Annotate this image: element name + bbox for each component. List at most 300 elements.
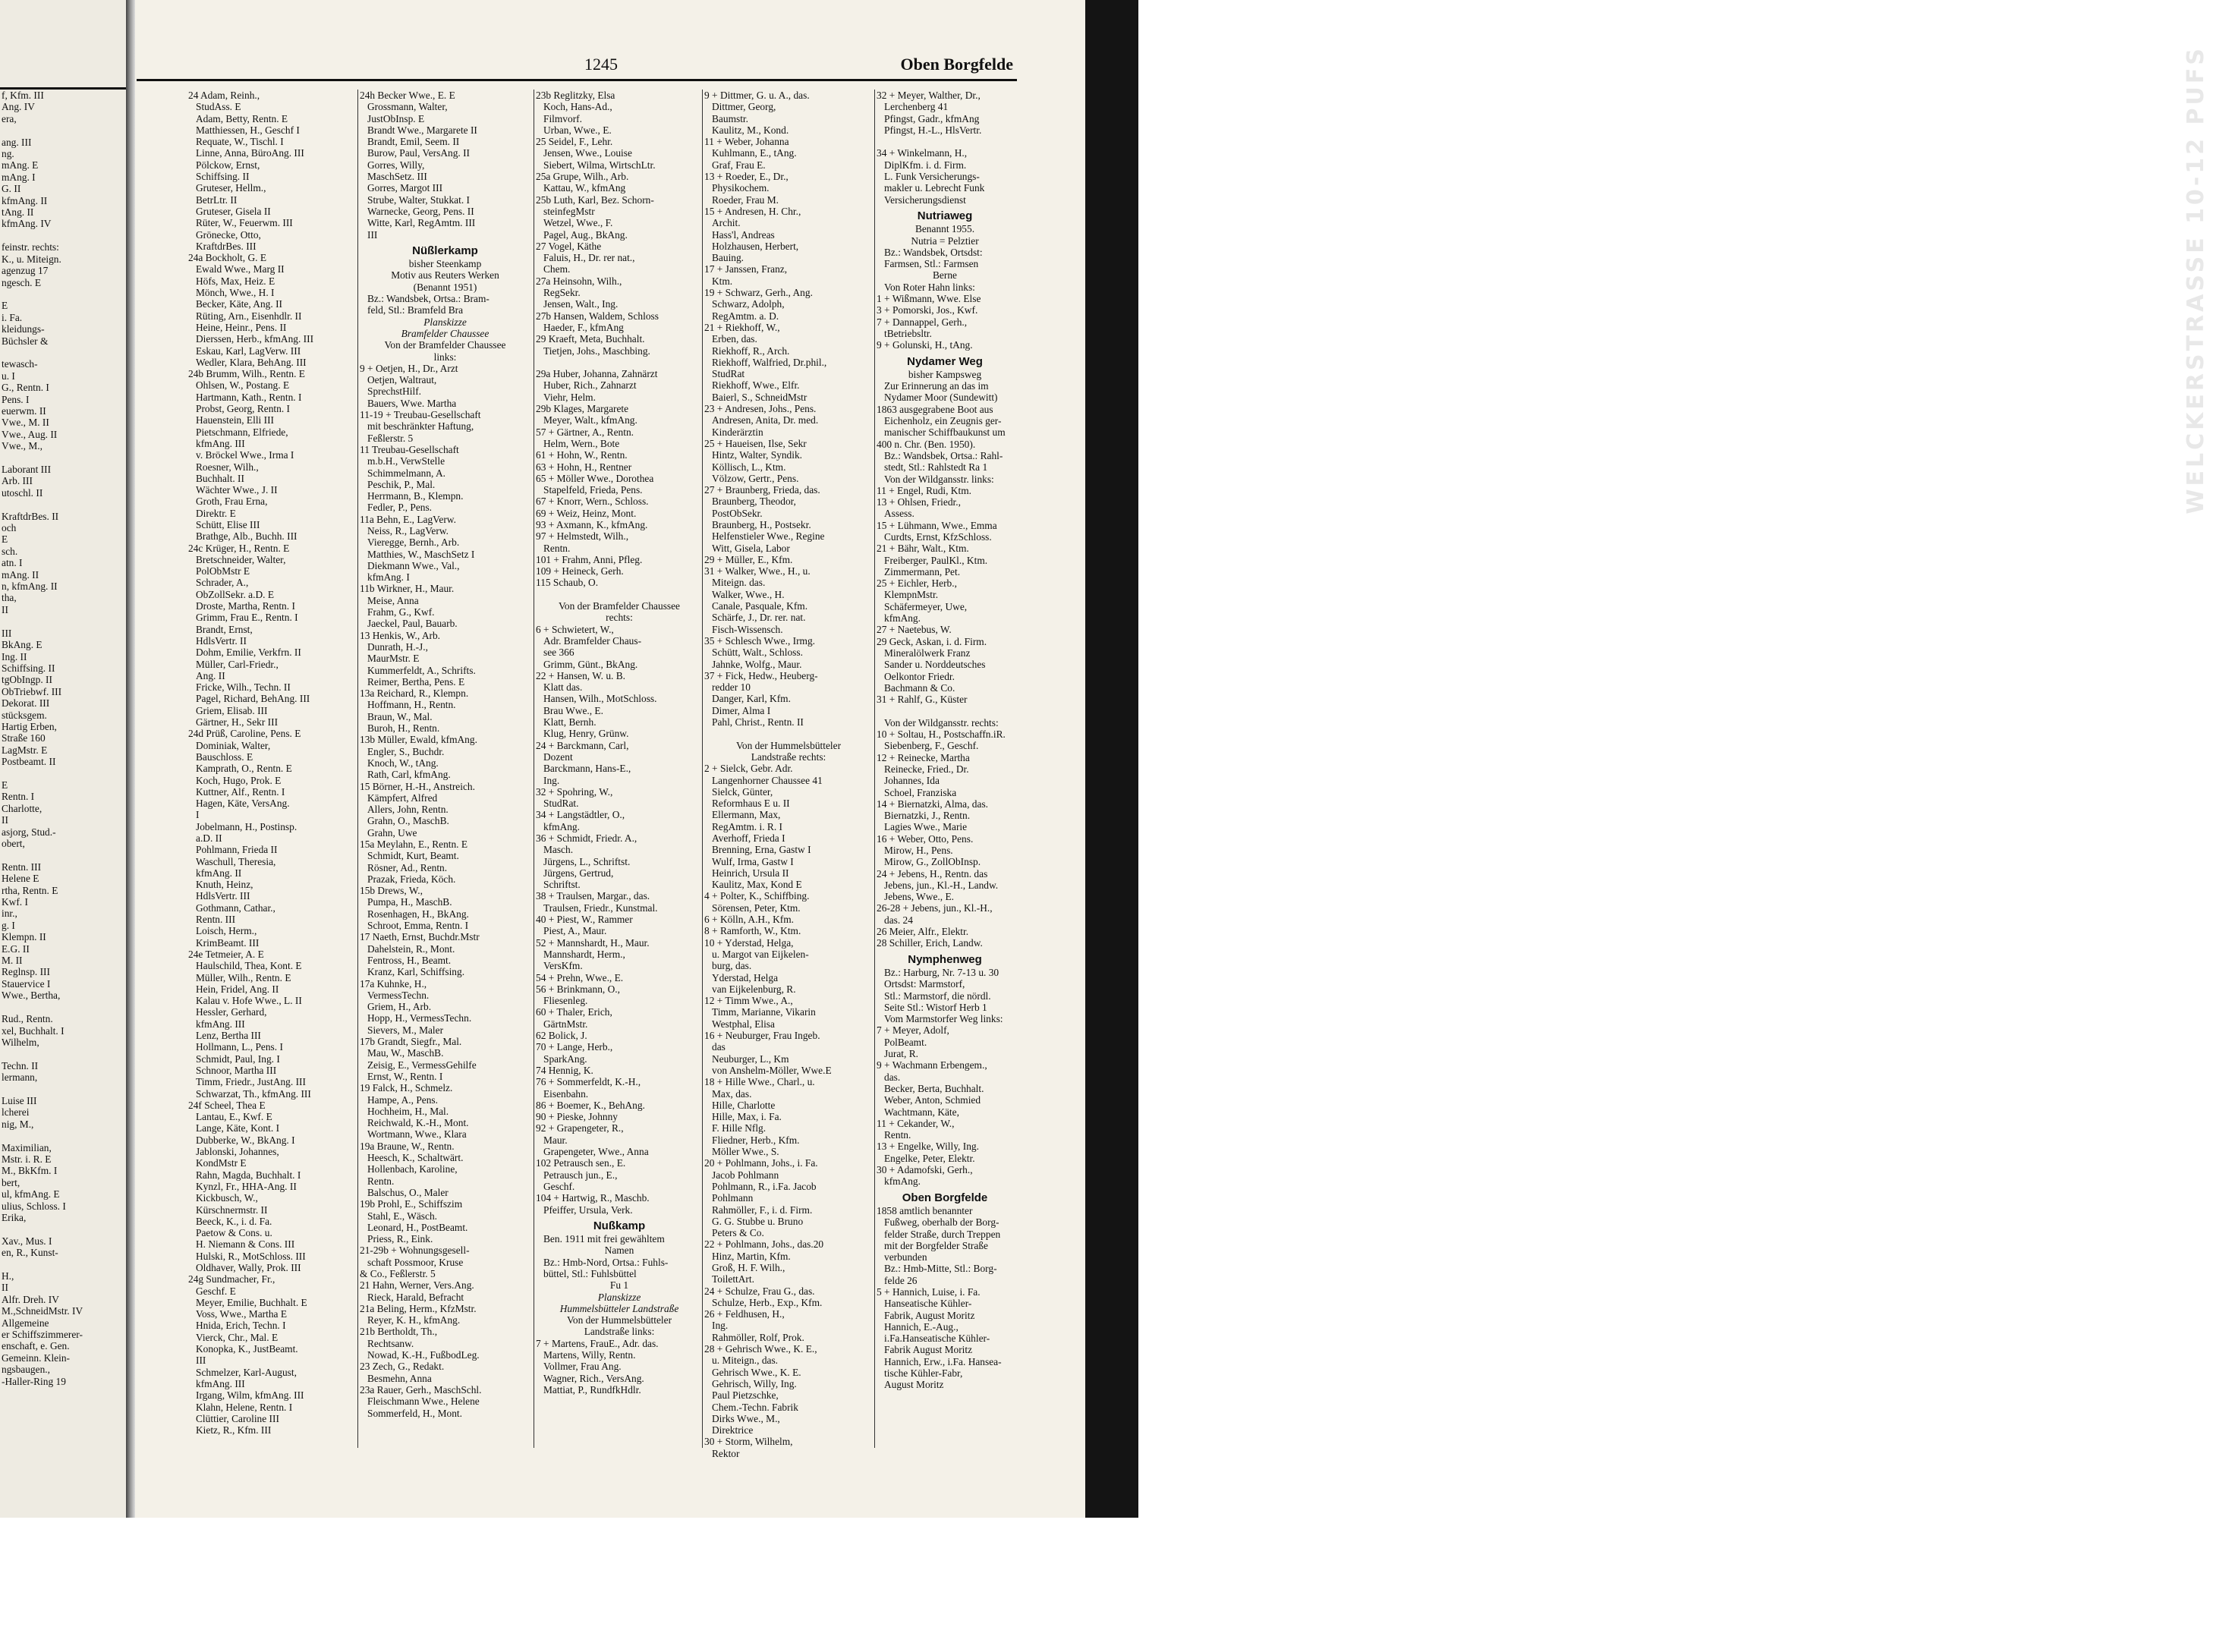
directory-entry: Rentn. <box>884 1129 911 1141</box>
directory-entry: 21-29b + Wohnungsgesell- <box>360 1245 470 1257</box>
directory-entry: 11-19 + Treubau-Gesellschaft <box>360 409 481 421</box>
directory-entry: 24 + Schulze, Frau G., das. <box>704 1285 815 1297</box>
directory-entry: das. <box>884 1071 901 1083</box>
street-heading: Nüßlerkamp <box>412 244 478 257</box>
directory-column-2 <box>360 90 530 1419</box>
directory-entry: Pagel, Aug., BkAng. <box>543 228 628 241</box>
left-page-line: BkAng. E <box>2 639 42 651</box>
directory-entry: Balschus, O., Maler <box>367 1186 449 1198</box>
directory-entry: Wedler, Klara, BehAng. III <box>196 356 307 368</box>
left-page-line: stücksgem. <box>2 709 47 721</box>
directory-entry: Kattau, W., kfmAng <box>543 182 626 194</box>
directory-entry: 23 Zech, G., Redakt. <box>360 1361 445 1373</box>
directory-entry: 28 Schiller, Erich, Landw. <box>877 937 983 949</box>
directory-entry: Besmehn, Anna <box>367 1372 432 1384</box>
directory-entry: Schmidt, Kurt, Beamt. <box>367 850 459 862</box>
directory-entry: redder 10 <box>712 681 751 694</box>
left-page-line <box>2 615 127 627</box>
street-note: bisher Kampsweg <box>908 368 982 380</box>
directory-entry: Sörensen, Peter, Ktm. <box>712 902 801 914</box>
directory-entry: 21a Beling, Herm., KfzMstr. <box>360 1302 477 1314</box>
plan-sketch-note: Planskizze <box>423 316 467 328</box>
directory-entry: Riekhoff, Wwe., Elfr. <box>712 379 800 392</box>
directory-entry: Biernatzki, J., Rentn. <box>884 810 971 822</box>
directory-entry: 32 + Meyer, Walther, Dr., <box>877 90 981 101</box>
directory-entry: Hampe, A., Pens. <box>367 1093 438 1106</box>
directory-entry: kfmAng. I <box>367 571 410 584</box>
directory-entry: Bz.: Hmb-Nord, Ortsa.: Fuhls- <box>543 1256 669 1268</box>
directory-entry: Walker, Wwe., H. <box>712 588 785 600</box>
directory-entry: Vierck, Chr., Mal. E <box>196 1331 279 1343</box>
directory-entry: Vieregge, Bernh., Arb. <box>367 537 460 549</box>
directory-entry: Huber, Rich., Zahnarzt <box>543 379 637 392</box>
directory-entry: Hnida, Erich, Techn. I <box>196 1320 286 1332</box>
directory-entry: Hauenstein, Elli III <box>196 414 274 426</box>
directory-entry: 12 + Reinecke, Martha <box>877 751 970 763</box>
directory-entry: Loisch, Herm., <box>196 925 257 937</box>
directory-entry: 7 + Martens, FrauE., Adr. das. <box>536 1337 659 1349</box>
directory-entry: Strube, Walter, Stukkat. I <box>367 194 470 206</box>
left-page-line: II <box>2 1282 8 1294</box>
directory-entry: Bauers, Wwe. Martha <box>367 397 457 409</box>
directory-entry: 5 + Hannich, Luise, i. Fa. <box>877 1285 981 1298</box>
directory-entry: Ortsdst: Marmstorf, <box>884 978 965 990</box>
directory-entry: Griem, Elisab. III <box>196 704 268 716</box>
directory-entry: Riekhoff, Walfried, Dr.phil., <box>712 356 827 368</box>
directory-entry: 21 + Riekhoff, W., <box>704 321 780 333</box>
left-page-line: H., <box>2 1270 14 1282</box>
directory-entry: 24a Bockholt, G. E <box>188 252 267 264</box>
directory-entry: Wächter Wwe., J. II <box>196 484 278 496</box>
directory-entry: MaschSetz. III <box>367 171 427 183</box>
directory-entry: Grahn, O., MaschB. <box>367 815 449 827</box>
directory-entry: 14 + Biernatzki, Alma, das. <box>877 798 989 810</box>
left-page-line: Rud., Rentn. <box>2 1013 53 1025</box>
directory-entry: 25 + Haueisen, Ilse, Sekr <box>704 437 807 449</box>
directory-entry: JustObInsp. E <box>367 112 425 124</box>
directory-entry: kfmAng. II <box>196 867 242 879</box>
directory-entry: Grimm, Günt., BkAng. <box>543 658 638 670</box>
directory-entry: Kinderärztin <box>712 426 763 438</box>
directory-entry: feld, Stl.: Bramfeld Bra <box>367 304 464 316</box>
directory-entry: Viehr, Helm. <box>543 391 596 403</box>
directory-entry: Petrausch jun., E., <box>543 1169 618 1181</box>
directory-entry: Masch. <box>543 844 574 856</box>
directory-entry: H. Niemann & Cons. III <box>196 1238 295 1251</box>
directory-entry: 70 + Lange, Herb., <box>536 1041 613 1053</box>
left-page-line: tgObIngp. II <box>2 674 52 686</box>
directory-entry: Zur Erinnerung an das im <box>884 380 989 392</box>
directory-entry: Völzow, Gertr., Pens. <box>712 472 799 484</box>
directory-entry: Engler, S., Buchdr. <box>367 745 445 757</box>
left-page-line: Hartig Erben, <box>2 720 57 732</box>
directory-entry: 9 + Dittmer, G. u. A., das. <box>704 90 810 101</box>
directory-entry: III <box>196 1355 206 1367</box>
directory-entry: Weber, Anton, Schmied <box>884 1094 981 1106</box>
directory-entry: 11 + Cekander, W., <box>877 1117 955 1129</box>
directory-entry: F. Hille Nflg. <box>712 1122 767 1134</box>
left-page-line <box>2 230 127 241</box>
left-page-line: II <box>2 603 8 615</box>
street-note: Namen <box>604 1245 634 1257</box>
directory-entry: Jobelmann, H., Postinsp. <box>196 820 297 832</box>
directory-entry: Griem, H., Arb. <box>367 1001 432 1013</box>
left-page-line: lermann, <box>2 1071 38 1084</box>
plan-sketch-note: Bramfelder Chaussee <box>401 327 490 339</box>
left-page-line <box>2 347 127 358</box>
left-page-line: mAng. I <box>2 171 36 183</box>
directory-entry: Braunberg, H., Postsekr. <box>712 518 811 530</box>
directory-entry: Oelkontor Friedr. <box>884 670 955 682</box>
directory-entry: Dimer, Alma I <box>712 704 771 716</box>
directory-entry: Rentn. <box>367 1175 395 1187</box>
directory-entry: Rüting, Arn., Eisenhdlr. II <box>196 310 302 322</box>
directory-entry: L. Funk Versicherungs- <box>884 171 980 183</box>
directory-entry: kfmAng. <box>884 612 921 625</box>
directory-entry: Brathge, Alb., Buchh. III <box>196 530 297 543</box>
directory-entry: 11 + Weber, Johanna <box>704 136 789 148</box>
directory-entry: 400 n. Chr. (Ben. 1950). <box>877 438 976 450</box>
directory-entry: Schoel, Franziska <box>884 786 957 798</box>
directory-entry: Farmsen, Stl.: Farmsen <box>884 258 979 270</box>
left-page-line: Erika, <box>2 1212 27 1223</box>
street-heading: Nutriaweg <box>917 209 973 222</box>
left-page-line: LagMstr. E <box>2 744 48 756</box>
left-page-line <box>2 288 127 300</box>
directory-entry: Yderstad, Helga <box>712 971 779 983</box>
directory-entry: makler u. Lebrecht Funk <box>884 182 985 194</box>
directory-entry: Haulschild, Thea, Kont. E <box>196 960 302 972</box>
left-page-line: ang. III <box>2 136 32 148</box>
directory-entry: von Anshelm-Möller, Wwe.E <box>712 1064 832 1076</box>
directory-entry: Wetzel, Wwe., F. <box>543 217 613 229</box>
directory-entry: StudRat <box>712 368 745 380</box>
directory-entry: Dunrath, H.-J., <box>367 640 428 653</box>
directory-entry: 97 + Helmstedt, Wilh., <box>536 530 629 543</box>
directory-entry: Schütt, Elise III <box>196 518 260 530</box>
left-page-line: M.,SchneidMstr. IV <box>2 1305 83 1317</box>
left-page-line: Ing. II <box>2 650 27 662</box>
directory-entry: Jürgens, Gertrud, <box>543 867 614 879</box>
left-page-line: i. Fa. <box>2 311 23 323</box>
directory-entry: Ktm. <box>712 275 733 287</box>
street-note: Von der Bramfelder Chaussee <box>558 600 681 612</box>
directory-entry: Reinecke, Fried., Dr. <box>884 763 969 775</box>
directory-entry: 3 + Pomorski, Jos., Kwf. <box>877 304 978 316</box>
left-page-line: Straße 160 <box>2 732 46 744</box>
left-page-line: u. I <box>2 370 15 382</box>
directory-column-3 <box>536 90 703 1396</box>
directory-entry: verbunden <box>884 1251 927 1263</box>
directory-entry: & Co., Feßlerstr. 5 <box>360 1267 436 1279</box>
left-page-line: E.G. II <box>2 942 30 955</box>
directory-entry: Vollmer, Frau Ang. <box>543 1361 622 1373</box>
directory-entry: Bz.: Hmb-Mitte, Stl.: Borg- <box>884 1263 997 1275</box>
left-page-line: G., Rentn. I <box>2 382 49 394</box>
directory-entry: Fentross, H., Beamt. <box>367 954 452 966</box>
directory-entry: Rieck, Harald, Befracht <box>367 1291 464 1303</box>
directory-entry: GärtnMstr. <box>543 1018 588 1030</box>
directory-entry: Hannich, Erw., i.Fa. Hansea- <box>884 1355 1002 1367</box>
directory-entry: 11b Wirkner, H., Maur. <box>360 583 455 595</box>
directory-entry: Bz.: Wandsbek, Ortsdst: <box>884 246 983 258</box>
directory-entry: Diekmann Wwe., Val., <box>367 559 460 571</box>
street-note: Landstraße links: <box>584 1326 655 1338</box>
directory-entry: Schwarzat, Th., kfmAng. III <box>196 1087 311 1100</box>
left-page-line: KraftdrBes. II <box>2 510 59 522</box>
directory-entry: kfmAng. III <box>196 1018 245 1030</box>
directory-entry: Grapengeter, Wwe., Anna <box>543 1146 649 1158</box>
directory-entry: Ben. 1911 mit frei gewähltem <box>543 1233 665 1245</box>
directory-entry: SparkAng. <box>543 1053 587 1065</box>
directory-entry: Kämpfert, Alfred <box>367 791 438 804</box>
directory-entry: Schütt, Walt., Schloss. <box>712 647 803 659</box>
directory-entry: 21b Bertholdt, Th., <box>360 1326 438 1338</box>
street-note: Von der Bramfelder Chaussee <box>384 339 506 351</box>
directory-entry: Sievers, M., Maler <box>367 1024 444 1036</box>
left-page-line: Xav., Mus. I <box>2 1235 52 1247</box>
directory-entry: KraftdrBes. III <box>196 240 257 252</box>
directory-entry: 29 + Müller, E., Kfm. <box>704 553 793 565</box>
directory-entry: Lenz, Bertha III <box>196 1030 261 1042</box>
directory-entry: kfmAng. <box>884 1175 921 1188</box>
directory-entry: Fleischmann Wwe., Helene <box>367 1396 480 1408</box>
directory-entry: RegAmtm. a. D. <box>712 310 779 322</box>
left-page-line: och <box>2 522 17 534</box>
street-note: Von der Hummelsbütteler <box>566 1314 672 1326</box>
directory-entry: Heesch, K., Schaltwärt. <box>367 1152 464 1164</box>
directory-entry: Koch, Hans-Ad., <box>543 101 612 113</box>
header-rule <box>137 79 1017 81</box>
left-page-line: tha, <box>2 592 17 604</box>
left-page-line: E <box>2 779 8 791</box>
directory-entry: PolBeamt. <box>884 1036 927 1048</box>
directory-entry: Dubberke, W., BkAng. I <box>196 1134 295 1146</box>
directory-entry: das <box>712 1041 726 1053</box>
directory-entry: BetrLtr. II <box>196 194 238 206</box>
directory-entry: Buroh, H., Rentn. <box>367 722 440 735</box>
page-header <box>137 46 1013 76</box>
directory-entry: Schäfermeyer, Uwe, <box>884 600 968 612</box>
directory-entry: 19b Prohl, E., Schiffszim <box>360 1198 463 1210</box>
left-page-line: ObTriebwf. III <box>2 685 62 697</box>
directory-entry: i.Fa.Hanseatische Kühler- <box>884 1333 990 1345</box>
directory-entry: Helfenstieler Wwe., Regine <box>712 530 825 543</box>
directory-entry: Koch, Hugo, Prok. E <box>196 774 282 786</box>
directory-entry: Fabrik, August Moritz <box>884 1309 975 1321</box>
left-page-line: III <box>2 627 12 639</box>
directory-entry: Langenhorner Chaussee 41 <box>712 774 823 786</box>
left-page-line: Luise III <box>2 1094 37 1106</box>
directory-entry: Hansen, Wilh., MotSchloss. <box>543 693 657 705</box>
directory-entry: see 366 <box>543 647 574 659</box>
directory-entry: Clüttier, Caroline III <box>196 1412 279 1424</box>
directory-entry: Feßlerstr. 5 <box>367 432 414 444</box>
left-page-line: E <box>2 533 8 546</box>
left-page-line: utoschl. II <box>2 486 43 499</box>
directory-entry: Irgang, Wilm, kfmAng. III <box>196 1389 304 1402</box>
directory-entry: Rath, Carl, kfmAng. <box>367 769 451 781</box>
directory-entry: 13 Henkis, W., Arb. <box>360 629 441 641</box>
left-page-line: M., BkKfm. I <box>2 1165 58 1177</box>
book-gutter <box>126 0 135 1518</box>
directory-entry: Pagel, Richard, BehAng. III <box>196 693 310 705</box>
left-page-line: tewasch- <box>2 358 38 370</box>
directory-entry: tBetriebsltr. <box>884 327 932 339</box>
left-page-line: er Schiffszimmerer- <box>2 1329 83 1341</box>
directory-entry: Pohlmann, Frieda II <box>196 844 278 856</box>
left-page-line: tAng. II <box>2 206 34 219</box>
directory-entry: Schmelzer, Karl-August, <box>196 1366 297 1378</box>
directory-entry: Reyer, K. H., kfmAng. <box>367 1314 461 1326</box>
directory-entry: 22 + Hansen, W. u. B. <box>536 669 626 681</box>
directory-entry: Knoch, W., tAng. <box>367 757 439 769</box>
left-page-line: Büchsler & <box>2 335 49 347</box>
directory-entry: 65 + Möller Wwe., Dorothea <box>536 472 654 484</box>
directory-entry: 93 + Axmann, K., kfmAng. <box>536 518 648 530</box>
directory-entry: Kickbusch, W., <box>196 1192 258 1204</box>
directory-entry: Jahnke, Wolfg., Maur. <box>712 658 802 670</box>
directory-entry: Prazak, Frieda, Köch. <box>367 873 456 885</box>
directory-entry: Wortmann, Wwe., Klara <box>367 1128 467 1141</box>
directory-entry: G. G. Stubbe u. Bruno <box>712 1215 804 1227</box>
left-page-line: Alfr. Dreh. IV <box>2 1293 59 1305</box>
directory-entry: DiplKfm. i. d. Firm. <box>884 159 967 171</box>
directory-entry: Konopka, K., JustBeamt. <box>196 1343 298 1355</box>
left-page-line: Kwf. I <box>2 896 28 908</box>
directory-entry: Grönecke, Otto, <box>196 228 261 241</box>
directory-entry: Direktrice <box>712 1424 754 1436</box>
left-page-line: kfmAng. II <box>2 194 48 206</box>
directory-entry: Bretschneider, Walter, <box>196 553 286 565</box>
directory-entry: 40 + Piest, W., Rammer <box>536 914 633 926</box>
street-heading: Nymphenweg <box>908 952 982 966</box>
left-page-line: Rentn. I <box>2 791 35 803</box>
directory-entry: 74 Hennig, K. <box>536 1064 593 1076</box>
directory-entry: 9 + Oetjen, H., Dr., Arzt <box>360 362 458 374</box>
directory-entry: Max, das. <box>712 1087 752 1100</box>
directory-entry: Rahmöller, F., i. d. Firm. <box>712 1204 813 1216</box>
directory-entry: 38 + Traulsen, Margar., das. <box>536 890 650 902</box>
directory-entry: Matthiessen, H., Geschf I <box>196 124 300 136</box>
directory-entry: kfmAng. III <box>196 1377 245 1389</box>
directory-entry: Hass'l, Andreas <box>712 228 775 241</box>
directory-entry: Sielck, Günter, <box>712 785 773 798</box>
left-page-line: en, R., Kunst- <box>2 1247 58 1259</box>
left-page-line: Stauervice I <box>2 977 51 990</box>
directory-entry: Johannes, Ida <box>884 775 940 787</box>
directory-entry: m.b.H., VerwStelle <box>367 455 445 467</box>
directory-entry: Linne, Anna, BüroAng. III <box>196 147 304 159</box>
directory-entry: Becker, Berta, Buchhalt. <box>884 1082 984 1094</box>
left-page-line: f, Kfm. III <box>2 90 44 101</box>
directory-entry: Adam, Betty, Rentn. E <box>196 112 288 124</box>
directory-entry: 115 Schaub, O. <box>536 577 599 589</box>
directory-entry: Pohlmann <box>712 1192 754 1204</box>
directory-entry: 28 + Gehrisch Wwe., K. E., <box>704 1343 817 1355</box>
left-page-line: ng. <box>2 148 14 160</box>
running-head: Oben Borgfelde <box>900 55 1013 74</box>
directory-entry: Buchhalt. II <box>196 472 244 484</box>
directory-entry: 25 Seidel, F., Lehr. <box>536 136 613 148</box>
left-page-line: inr., <box>2 908 17 920</box>
left-page-line: agenzug 17 <box>2 265 49 277</box>
directory-entry: Schroot, Emma, Rentn. I <box>367 920 469 932</box>
directory-entry: Freiberger, PaulKl., Ktm. <box>884 554 988 566</box>
directory-entry: 9 + Wachmann Erbengem., <box>877 1059 987 1071</box>
directory-entry: Jebens, jun., Kl.-H., Landw. <box>884 879 999 891</box>
directory-entry: Dahelstein, R., Mont. <box>367 942 455 955</box>
directory-entry: Canale, Pasquale, Kfm. <box>712 600 808 612</box>
left-page-line: asjorg, Stud.- <box>2 826 56 838</box>
directory-entry: Frahm, G., Kwf. <box>367 606 435 618</box>
directory-entry: Rentn. <box>543 542 571 554</box>
directory-entry: Rentn. III <box>196 914 236 926</box>
directory-entry: Eisenbahn. <box>543 1087 589 1100</box>
directory-entry: Stapelfeld, Frieda, Pens. <box>543 484 643 496</box>
directory-entry: 60 + Thaler, Erich, <box>536 1006 612 1018</box>
directory-entry: Geschf. E <box>196 1285 236 1297</box>
directory-entry: 23 + Andresen, Johs., Pens. <box>704 403 817 415</box>
directory-entry: 24h Becker Wwe., E. E <box>360 90 455 101</box>
directory-entry: Hannich, E.-Aug., <box>884 1320 959 1333</box>
directory-entry: Hochheim, H., Mal. <box>367 1105 449 1117</box>
directory-entry: Kaulitz, M., Kond. <box>712 124 789 136</box>
directory-entry: Andresen, Anita, Dr. med. <box>712 414 819 426</box>
directory-entry: Hinz, Martin, Kfm. <box>712 1250 791 1262</box>
directory-entry: a.D. II <box>196 832 222 844</box>
directory-entry: Burow, Paul, VersAng. II <box>367 147 471 159</box>
directory-entry: Jensen, Walt., Ing. <box>543 298 619 310</box>
street-note: Berne <box>933 269 957 282</box>
directory-entry: Beeck, K., i. d. Fa. <box>196 1215 272 1227</box>
directory-entry: 17a Kuhnke, H., <box>360 977 427 990</box>
directory-entry: 19 Falck, H., Schmelz. <box>360 1082 453 1094</box>
left-page-line: Ang. IV <box>2 101 35 113</box>
directory-entry: 1 + Wißmann, Wwe. Else <box>877 293 981 305</box>
directory-entry: Stahl, E., Wäsch. <box>367 1210 437 1222</box>
left-page-line <box>2 1048 127 1059</box>
left-page-line: era, <box>2 112 17 124</box>
directory-entry: 25 + Eichler, Herb., <box>877 577 957 590</box>
directory-entry: 17 Naeth, Ernst, Buchdr.Mstr <box>360 931 480 943</box>
directory-entry: Von der Wildgansstr. links: <box>884 473 994 485</box>
directory-entry: felde 26 <box>884 1274 918 1286</box>
directory-entry: Timm, Friedr., JustAng. III <box>196 1076 306 1088</box>
directory-entry: felder Straße, durch Treppen <box>884 1228 1001 1240</box>
left-page-line: g. I <box>2 919 15 931</box>
directory-entry: 26-28 + Jebens, jun., Kl.-H., <box>877 902 993 914</box>
directory-entry: Piest, A., Maur. <box>543 925 607 937</box>
left-page-line: Pens. I <box>2 393 30 405</box>
directory-entry: Schärfe, J., Dr. rer. nat. <box>712 612 806 624</box>
directory-entry: Rosenhagen, H., BkAng. <box>367 908 469 920</box>
directory-entry: Von der Wildgansstr. rechts: <box>884 716 999 728</box>
directory-entry: Baierl, S., SchneidMstr <box>712 391 807 403</box>
left-page-line: II <box>2 814 8 826</box>
directory-entry: Curdts, Ernst, KfzSchloss. <box>884 530 992 543</box>
directory-entry <box>877 705 1013 716</box>
directory-entry: Groß, H. F. Wilh., <box>712 1261 785 1273</box>
left-page-line: ul, kfmAng. E <box>2 1188 60 1200</box>
left-page-line: atn. I <box>2 557 23 569</box>
directory-entry: 34 + Langstädtler, O., <box>536 809 625 821</box>
plan-sketch-note: Hummelsbütteler Landstraße <box>559 1302 679 1314</box>
directory-entry: 69 + Weiz, Heinz, Mont. <box>536 507 637 519</box>
directory-entry: Bauing. <box>712 252 744 264</box>
directory-entry: Brenning, Erna, Gastw I <box>712 844 811 856</box>
left-page-line <box>2 1259 127 1270</box>
